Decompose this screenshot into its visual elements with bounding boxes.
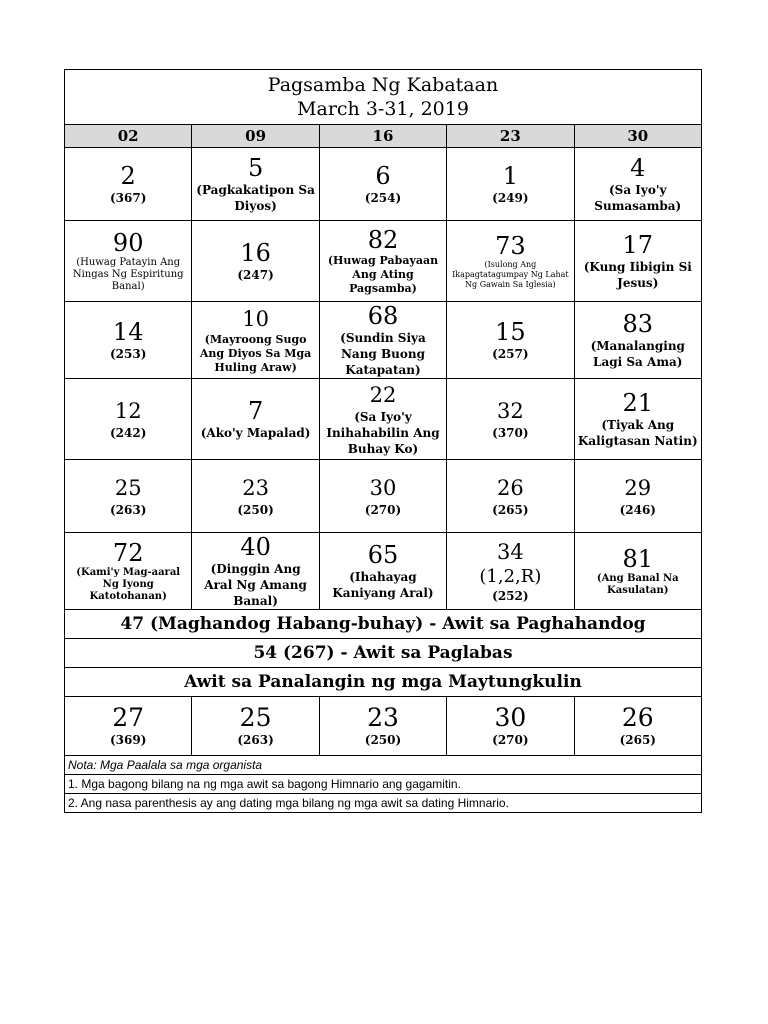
date-cell: 09 (192, 125, 319, 148)
hymn-cell (319, 697, 446, 756)
old-hymn-number: (252) (492, 589, 529, 603)
hymn-cell (192, 148, 319, 221)
hymn-title: (Sa Iyo'y Inihahabilin Ang Buhay Ko) (326, 410, 440, 456)
old-hymn-number: (254) (364, 191, 402, 205)
hymn-title: (Isulong Ang Ikapagtatagumpay Ng Lahat Ng Gawain Sa Iglesia) (452, 260, 569, 289)
hymn-cell (574, 221, 701, 302)
hymn-title: (Pagkakatipon Sa Diyos) (196, 183, 315, 213)
hymn-number: 15 (495, 318, 526, 346)
officers-heading-row (65, 668, 702, 697)
hymn-number: 22 (369, 383, 397, 407)
hymn-number: 7 (247, 397, 264, 425)
hymn-cell (319, 379, 446, 460)
hymn-cell (574, 533, 701, 610)
old-hymn-number: (263) (109, 503, 147, 517)
date-cell: 23 (447, 125, 574, 148)
hymn-cell (574, 697, 701, 756)
hymn-cell (192, 460, 319, 533)
officers-row (65, 697, 702, 756)
hymn-cell (447, 379, 574, 460)
date-header-row (65, 125, 702, 148)
old-hymn-number: (369) (109, 733, 147, 747)
hymn-number: 4 (630, 154, 646, 182)
hymn-title: (Kami'y Mag-aaral Ng Iyong Katotohanan) (76, 567, 181, 602)
hymn-cell (574, 302, 701, 379)
hymn-cell (319, 302, 446, 379)
hymn-title: (Dinggin Ang Aral Ng Amang Banal) (204, 562, 307, 608)
old-hymn-number: (370) (492, 426, 529, 440)
offering-hymn: 47 (Maghandog Habang-buhay) - Awit sa Paghahandog (65, 610, 702, 639)
hymn-number: 82 (367, 226, 399, 254)
hymn-cell (192, 302, 319, 379)
officers-heading: Awit sa Panalangin ng mga Maytungkulin (65, 668, 702, 697)
hymn-cell (319, 460, 446, 533)
hymn-number: 27 (112, 703, 145, 732)
hymn-number: 68 (367, 302, 399, 330)
old-hymn-number: (263) (237, 733, 274, 747)
hymn-row (65, 302, 702, 379)
old-hymn-number: (367) (109, 191, 147, 205)
hymn-cell (192, 221, 319, 302)
hymn-cell (319, 221, 446, 302)
hymn-title: (Ihahayag Kaniyang Aral) (332, 570, 434, 600)
note-row (65, 794, 702, 813)
hymn-title: (Huwag Patayin Ang Ningas Ng Espiritung Banal) (72, 257, 184, 292)
hymn-cell (574, 148, 701, 221)
note-item: 1. Mga bagong bilang na ng mga awit sa bagong Himnario ang gagamitin. (65, 775, 702, 794)
hymn-cell (65, 533, 192, 610)
hymn-number: 72 (112, 539, 144, 567)
title-cell (65, 70, 702, 125)
date-cell: 30 (574, 125, 701, 148)
closing-hymn: 54 (267) - Awit sa Paglabas (65, 639, 702, 668)
old-hymn-number: (242) (109, 426, 147, 440)
hymn-title: (Ang Banal Na Kasulatan) (596, 573, 679, 596)
old-hymn-number: (246) (619, 503, 656, 517)
note-item: 2. Ang nasa parenthesis ay ang dating mga bilang ng mga awit sa dating Himnario. (65, 794, 702, 813)
offering-row (65, 610, 702, 639)
closing-row (65, 639, 702, 668)
old-hymn-number: (253) (109, 347, 147, 361)
hymn-cell (65, 697, 192, 756)
hymn-cell (447, 460, 574, 533)
schedule-sheet (64, 69, 701, 810)
old-hymn-number: (265) (492, 503, 529, 517)
hymn-title: (Mayroong Sugo Ang Diyos Sa Mga Huling Araw) (199, 333, 312, 374)
hymn-number: 21 (622, 389, 654, 417)
hymn-title: (Ako'y Mapalad) (200, 426, 311, 440)
hymn-cell (319, 148, 446, 221)
hymn-number: 25 (239, 703, 272, 732)
hymn-number: 90 (112, 229, 144, 257)
hymn-cell (319, 533, 446, 610)
old-hymn-number: (270) (364, 503, 402, 517)
old-hymn-number: (249) (492, 191, 529, 205)
note-heading: Nota: Mga Paalala sa mga organista (65, 756, 702, 775)
old-hymn-number: (265) (619, 733, 656, 747)
date-cell: 02 (65, 125, 192, 148)
hymn-title: (Manalanging Lagi Sa Ama) (590, 339, 685, 369)
hymn-title: (Kung Iibigin Si Jesus) (583, 260, 692, 290)
hymn-cell (192, 697, 319, 756)
hymn-cell (192, 533, 319, 610)
hymn-number: 65 (367, 541, 399, 569)
hymn-row (65, 533, 702, 610)
hymn-cell (65, 148, 192, 221)
sheet-title: Pagsamba Ng Kabataan (267, 74, 499, 96)
hymn-row (65, 221, 702, 302)
hymn-number: 1 (502, 162, 518, 190)
hymn-number: 32 (497, 399, 524, 423)
hymn-cell (65, 302, 192, 379)
hymn-number: 12 (114, 399, 142, 423)
hymn-number: 17 (622, 231, 654, 259)
hymn-cell (65, 460, 192, 533)
hymn-cell (65, 379, 192, 460)
date-cell: 16 (319, 125, 446, 148)
old-hymn-number: (270) (492, 733, 529, 747)
hymn-number: 26 (621, 703, 654, 732)
hymn-number: 25 (114, 476, 142, 500)
old-hymn-number: (250) (364, 733, 402, 747)
hymn-cell (192, 379, 319, 460)
hymn-cell (574, 460, 701, 533)
hymn-row (65, 460, 702, 533)
hymn-number: 16 (240, 239, 271, 267)
hymn-title: (Sa Iyo'y Sumasamba) (594, 183, 682, 213)
old-hymn-number: (257) (492, 347, 529, 361)
hymn-cell (447, 221, 574, 302)
hymn-number: 23 (242, 476, 269, 500)
note-row (65, 775, 702, 794)
hymn-number: 30 (369, 476, 397, 500)
hymn-number: 30 (494, 703, 527, 732)
hymn-title: (Tiyak Ang Kaligtasan Natin) (577, 418, 698, 448)
old-hymn-number: (247) (237, 268, 274, 282)
hymn-number: 81 (622, 545, 654, 573)
hymn-number: 5 (247, 154, 264, 182)
note-heading-row (65, 756, 702, 775)
hymn-number: 14 (112, 318, 144, 346)
old-hymn-number: (250) (237, 503, 274, 517)
hymn-title: (Huwag Pabayaan Ang Ating Pagsamba) (327, 254, 439, 295)
hymn-number: 23 (367, 703, 399, 732)
hymn-number: 29 (624, 476, 652, 500)
hymn-cell (574, 379, 701, 460)
schedule-table (64, 69, 702, 813)
hymn-number: 10 (242, 307, 269, 331)
hymn-number: 34 (497, 540, 524, 564)
hymn-cell (65, 221, 192, 302)
hymn-row (65, 148, 702, 221)
hymn-title: (Sundin Siya Nang Buong Katapatan) (340, 331, 426, 377)
title-row (65, 70, 702, 125)
hymn-cell (447, 697, 574, 756)
hymn-number: 2 (120, 162, 136, 190)
hymn-stanzas: (1,2,R) (479, 566, 542, 587)
hymn-cell (447, 148, 574, 221)
hymn-cell (447, 533, 574, 610)
hymn-number: 6 (375, 162, 391, 190)
hymn-number: 40 (240, 533, 271, 561)
hymn-number: 26 (497, 476, 524, 500)
hymn-cell (447, 302, 574, 379)
hymn-number: 83 (622, 310, 654, 338)
hymn-row (65, 379, 702, 460)
sheet-date-range: March 3-31, 2019 (297, 98, 469, 120)
hymn-number: 73 (495, 232, 526, 260)
